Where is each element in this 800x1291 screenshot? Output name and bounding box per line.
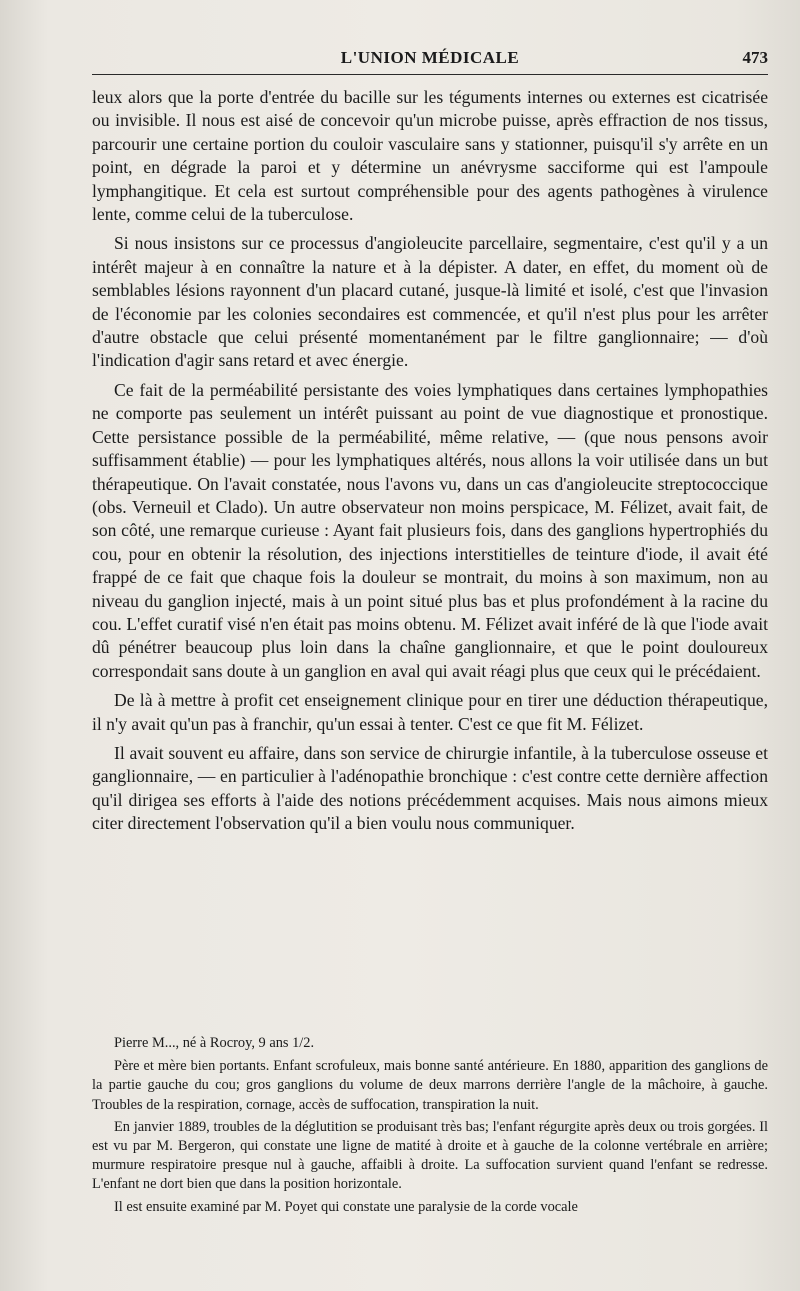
- page-header: [92, 44, 768, 75]
- observation-paragraph: En janvier 1889, troubles de la déglutition se produisant très bas; l'enfant régurgite après deux ou trois gorgées. Il est vu par M. Bergeron, qui constate une ligne de matité à droite et à gauche de la colonne vertébrale en arrière; murmure respiratoire presque nul à gauche, affaibli à droite. La suffocation survient quand l'enfant se redresse. L'enfant ne dort bien que dans la position horizontale.: [92, 1118, 768, 1193]
- body-text: [92, 86, 768, 842]
- paragraph: Ce fait de la perméabilité persistante des voies lymphatiques dans certaines lymphopathies ne comporte pas seulement un intérêt puissant au point de vue diagnostique et pronostique. Cette persistance possible de la perméabilité, même relative, — (que nous pensons avoir suffisamment établie) — pour les lymphatiques altérés, nous allons la voir utilisée dans un but thérapeutique. On l'avait constatée, nous l'avons vu, dans un cas d'angioleucite streptococcique (obs. Verneuil et Clado). Un autre observateur non moins perspicace, M. Félizet, avait fait, de son côté, une remarque curieuse : Ayant fait plusieurs fois, dans des ganglions hypertrophiés du cou, pour en obtenir la résolution, des injections interstitielles de teinture d'iode, il avait été frappé de ce fait que chaque fois la douleur se montrait, du moins à son maximum, non au niveau du ganglion injecté, mais à un point situé plus bas et plus profondément à la racine du cou. L'effet curatif visé n'en était pas moins obtenu. M. Félizet avait inféré de là que l'iode avait dû pénétrer beaucoup plus loin dans la chaîne ganglionnaire, et que le point douloureux correspondait sans doute à un ganglion en aval qui avait réagi plus que ceux qui le précédaient.: [92, 379, 768, 681]
- paragraph: De là à mettre à profit cet enseignement clinique pour en tirer une déduction thérapeutique, il n'y avait qu'un pas à franchir, qu'un essai à tenter. C'est ce que fit M. Félizet.: [92, 690, 768, 734]
- observation-block: [92, 1034, 768, 1220]
- observation-paragraph: Il est ensuite examiné par M. Poyet qui constate une paralysie de la corde vocale: [114, 1198, 578, 1215]
- paragraph: leux alors que la porte d'entrée du bacille sur les téguments internes ou externes est cicatrisée ou invisible. Il nous est aisé de concevoir qu'un microbe puisse, après effraction de nos tissus, parcourir une certaine portion du couloir vasculaire sans y stationner, puisqu'il s'y arrête en un point, en dégrade la paroi et y détermine un anévrysme sacciforme qui est l'ampoule lymphangitique. Et cela est surtout compréhensible pour des agents pathogènes à virulence lente, comme celui de la tuberculose.: [92, 87, 768, 225]
- paragraph: Si nous insistons sur ce processus d'angioleucite parcellaire, segmentaire, c'est qu'il y a un intérêt majeur à en connaître la nature et à la dépister. A dater, en effet, du moment où de semblables lésions rayonnent d'un placard cutané, jusque-là limité et isolé, c'est que l'invasion de l'économie par les colonies secondaires est commencée, et qu'il n'est plus pour les arrêter d'autre obstacle que celui présenté momentanément par le filtre ganglionnaire; — d'où l'indication d'agir sans retard et avec énergie.: [92, 233, 768, 371]
- running-title: L'UNION MÉDICALE: [340, 48, 520, 67]
- observation-lead: Pierre M..., né à Rocroy, 9 ans 1/2.: [114, 1035, 315, 1051]
- paragraph: Il avait souvent eu affaire, dans son service de chirurgie infantile, à la tuberculose osseuse et ganglionnaire, — en particulier à l'adénopathie bronchique : c'est contre cette dernière affection qu'il dirigea ses efforts à l'aide des notions précédemment acquises. Mais nous aimons mieux citer directement l'observation qu'il a bien voulu nous communiquer.: [92, 742, 768, 834]
- page-number: 473: [742, 48, 768, 67]
- observation-paragraph: Père et mère bien portants. Enfant scrofuleux, mais bonne santé antérieure. En 1880, apparition des ganglions de la partie gauche du cou; gros ganglions du volume de deux marrons derrière l'angle de la mâchoire, à gauche. Troubles de la respiration, cornage, accès de suffocation, transpiration la nuit.: [92, 1058, 768, 1113]
